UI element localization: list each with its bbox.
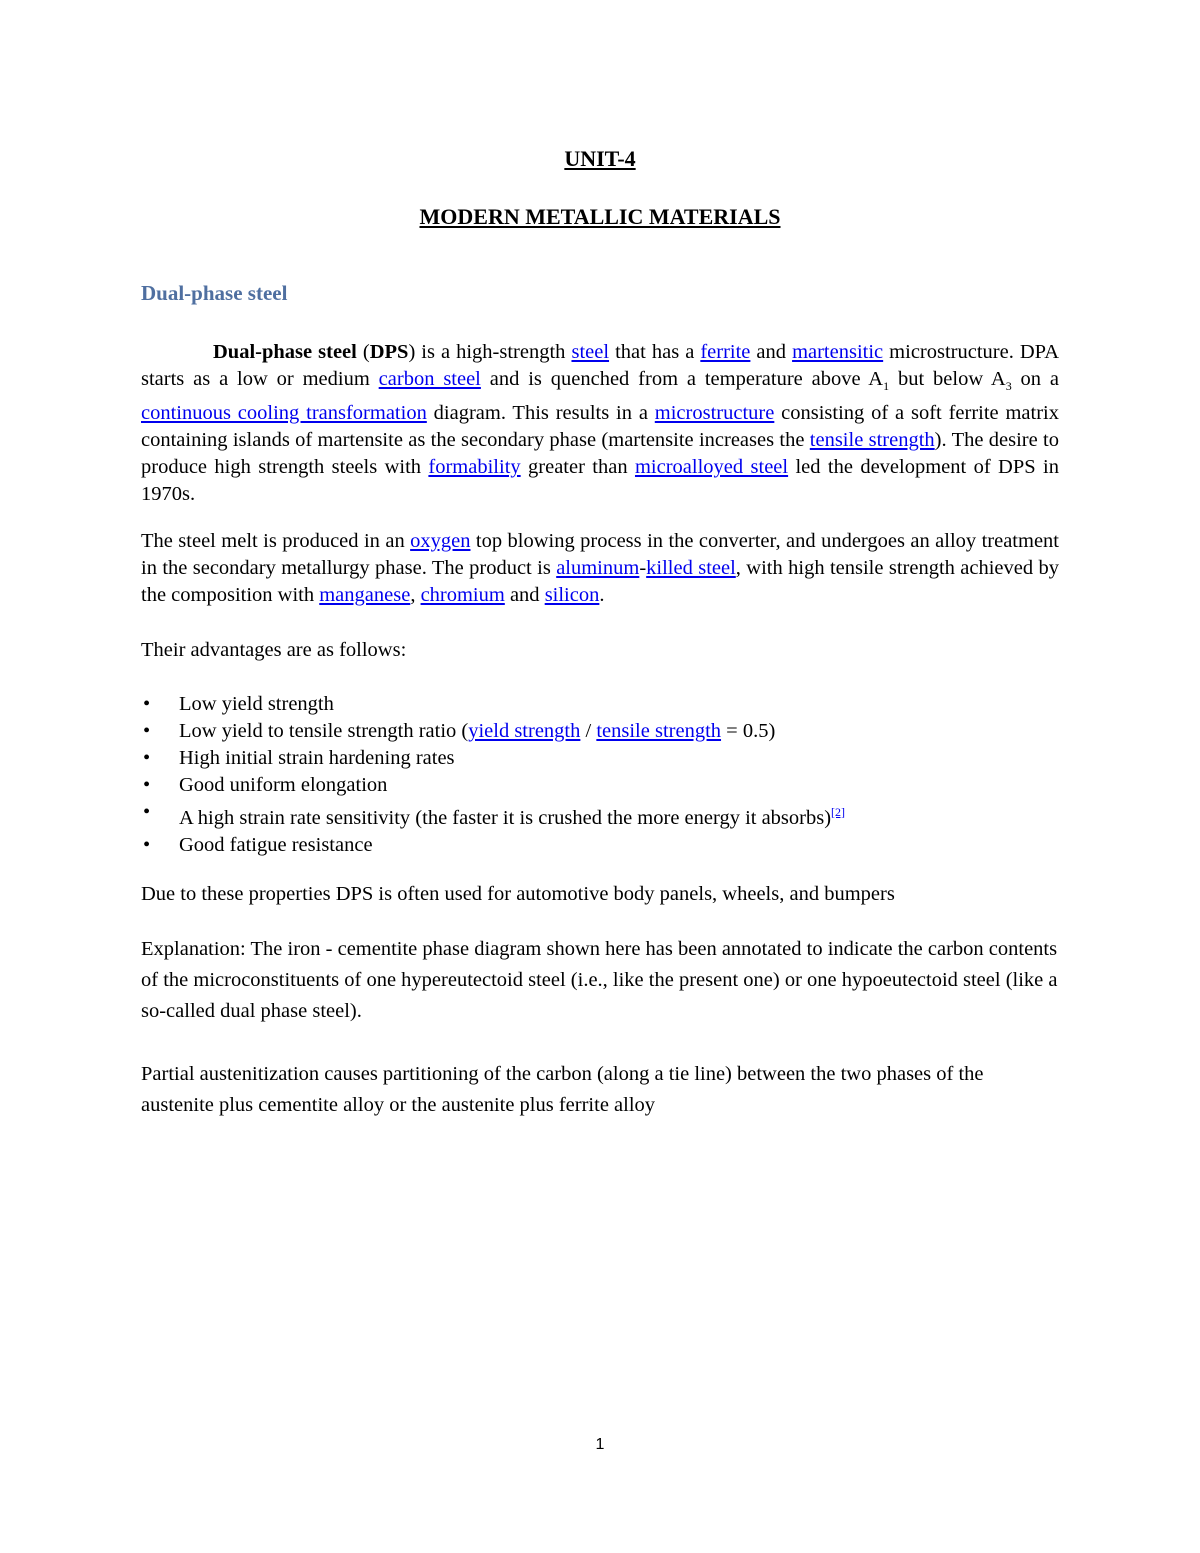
- subscript-1: 1: [883, 379, 890, 394]
- text-run: diagram. This results in a: [426, 402, 655, 425]
- list-item-text: /: [580, 720, 597, 742]
- section-heading: Dual-phase steel: [141, 281, 288, 305]
- advantages-list: [141, 691, 1059, 859]
- link-continuous-cooling-transformation[interactable]: continuous cooling transformation: [141, 402, 427, 425]
- applications-paragraph: Due to these properties DPS is often used for automotive body panels, wheels, and bumpers: [141, 883, 895, 905]
- text-run: and: [750, 341, 793, 363]
- text-run: (: [356, 341, 370, 363]
- subscript-3: 3: [1005, 379, 1012, 394]
- list-item: [141, 832, 1059, 859]
- bullet-icon: •: [143, 693, 151, 715]
- bullet-icon: •: [143, 801, 151, 823]
- text-run: on a: [1011, 368, 1060, 390]
- link-steel[interactable]: steel: [571, 341, 610, 363]
- link-killed-steel[interactable]: killed steel: [646, 557, 736, 579]
- list-item: [141, 799, 1059, 832]
- text-run: and is quenched from a temperature above A: [480, 368, 884, 390]
- austenitization-paragraph: Partial austenitization causes partitioning of the carbon (along a tie line) between the two phases of the austenite plus cementite alloy or the austenite plus ferrite alloy: [141, 1063, 984, 1116]
- text-run: led the development of DPS in 1970s.: [141, 456, 1059, 506]
- bullet-icon: •: [143, 833, 151, 856]
- text-run: -: [639, 557, 647, 579]
- link-martensitic[interactable]: martensitic: [792, 341, 884, 363]
- intro-paragraph: [141, 339, 1059, 508]
- page-number: 1: [595, 1436, 605, 1453]
- production-paragraph: [141, 528, 1059, 609]
- text-run: , with high tensile strength achieved by the composition with: [141, 557, 1059, 606]
- text-run: that has a: [609, 341, 701, 363]
- link-silicon[interactable]: silicon: [544, 584, 600, 606]
- explanation-paragraph: Explanation: The iron - cementite phase diagram shown here has been annotated to indicate the carbon contents of the microconstituents of one hypereutectoid steel (i.e., like the present one) or one hypoeutectoid steel (like a so-called dual phase steel).: [141, 938, 1058, 1022]
- link-microstructure[interactable]: microstructure: [654, 402, 775, 425]
- list-item-text: Low yield to tensile strength ratio (: [179, 720, 469, 742]
- link-microalloyed-steel[interactable]: microalloyed steel: [634, 456, 789, 479]
- text-run: and: [504, 584, 545, 606]
- link-oxygen[interactable]: oxygen: [410, 530, 471, 552]
- bullet-icon: •: [143, 720, 151, 742]
- link-formability[interactable]: formability: [428, 456, 521, 479]
- list-item: [141, 772, 1059, 799]
- link-yield-strength[interactable]: yield strength: [468, 720, 581, 742]
- text-run: microstructure. DPA starts as a low or medium: [141, 341, 1059, 390]
- text-run: greater than: [520, 456, 635, 479]
- term-dual-phase-steel: Dual-phase steel: [213, 341, 357, 363]
- list-item-text: Low yield strength: [179, 693, 334, 715]
- list-item-text: High initial strain hardening rates: [179, 747, 455, 769]
- text-run: The steel melt is produced in an: [141, 530, 411, 552]
- link-ferrite[interactable]: ferrite: [700, 341, 751, 363]
- list-item: [141, 718, 1059, 745]
- reference-link[interactable]: [2]: [831, 805, 846, 819]
- text-run: ) is a high-strength: [408, 341, 572, 363]
- link-tensile-strength[interactable]: tensile strength: [809, 429, 935, 452]
- list-item-text: = 0.5): [721, 720, 776, 742]
- link-carbon-steel[interactable]: carbon steel: [378, 368, 481, 390]
- list-item-text: Good uniform elongation: [179, 774, 388, 796]
- bullet-icon: •: [143, 774, 151, 796]
- list-item: [141, 691, 1059, 718]
- bullet-icon: •: [143, 747, 151, 769]
- link-tensile-strength-2[interactable]: tensile strength: [596, 720, 722, 742]
- text-run: ,: [410, 584, 421, 606]
- unit-title: UNIT-4: [564, 146, 636, 171]
- text-run: .: [599, 584, 605, 606]
- text-run: consisting of a soft ferrite matrix containing islands of martensite as the secondary phase (martensite increases the: [141, 402, 1059, 452]
- list-item-text: Good fatigue resistance: [179, 833, 373, 856]
- term-dps: DPS: [369, 341, 409, 363]
- link-manganese[interactable]: manganese: [319, 584, 411, 606]
- text-run: top blowing process in the converter, and undergoes an alloy treatment in the secondary metallurgy phase. The product is: [141, 530, 1059, 579]
- text-run: ). The desire to produce high strength steels with: [141, 429, 1059, 479]
- text-run: but below A: [889, 368, 1006, 390]
- link-chromium[interactable]: chromium: [420, 584, 505, 606]
- list-item-text: A high strain rate sensitivity (the faster it is crushed the more energy it absorbs): [179, 806, 832, 829]
- main-title: MODERN METALLIC MATERIALS: [419, 204, 781, 229]
- list-item: [141, 745, 1059, 772]
- advantages-intro: Their advantages are as follows:: [141, 639, 407, 661]
- link-aluminum[interactable]: aluminum: [556, 557, 640, 579]
